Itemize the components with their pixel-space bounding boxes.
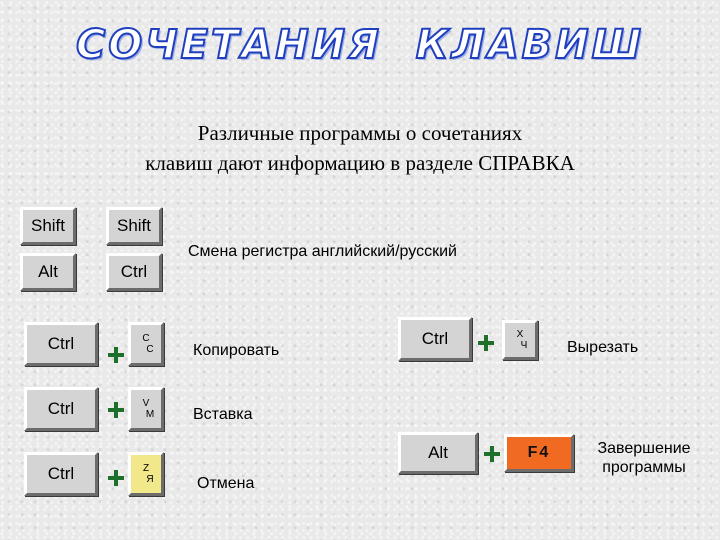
key-v <box>128 387 164 431</box>
action-paste: Вставка <box>193 406 253 423</box>
plus-icon <box>484 446 500 462</box>
action-close-line-1: Завершение <box>597 440 691 457</box>
key-alt-left: Alt <box>20 253 76 291</box>
key-z <box>128 452 164 496</box>
action-close-line-2: программы <box>602 459 686 476</box>
key-shift-left: Shift <box>20 207 76 245</box>
key-ctrl-paste: Ctrl <box>24 387 98 431</box>
plus-icon <box>108 402 124 418</box>
key-z-cyrillic: Я <box>146 474 154 485</box>
key-shift-right: Shift <box>106 207 162 245</box>
key-ctrl-copy: Ctrl <box>24 322 98 366</box>
key-v-latin: V <box>142 398 150 409</box>
key-c-cyrillic: С <box>146 344 154 355</box>
subtitle <box>60 118 660 178</box>
key-ctrl-undo: Ctrl <box>24 452 98 496</box>
subtitle-line-2: клавиш дают информацию в разделе СПРАВКА <box>145 151 575 175</box>
key-v-cyrillic: М <box>145 409 155 420</box>
action-close-program <box>588 439 700 477</box>
action-switch-layout: Смена регистра английский/русский <box>188 243 457 260</box>
plus-icon <box>108 470 124 486</box>
subtitle-line-1: Различные программы о сочетаниях <box>197 121 523 145</box>
key-x-latin: X <box>516 329 524 340</box>
key-c-latin: C <box>142 333 150 344</box>
key-ctrl-top: Ctrl <box>106 253 162 291</box>
action-cut: Вырезать <box>567 339 639 356</box>
key-ctrl-cut: Ctrl <box>398 317 472 361</box>
key-f4: F4 <box>504 434 574 472</box>
plus-icon <box>108 347 124 363</box>
plus-icon <box>478 335 494 351</box>
key-c <box>128 322 164 366</box>
key-x-cyrillic: Ч <box>520 340 528 351</box>
key-z-latin: Z <box>142 463 150 474</box>
action-undo: Отмена <box>197 475 255 492</box>
page-title: СОЧЕТАНИЯ КЛАВИШ <box>75 22 645 68</box>
key-alt-close: Alt <box>398 432 478 474</box>
action-copy: Копировать <box>193 342 280 359</box>
key-x <box>502 320 538 360</box>
